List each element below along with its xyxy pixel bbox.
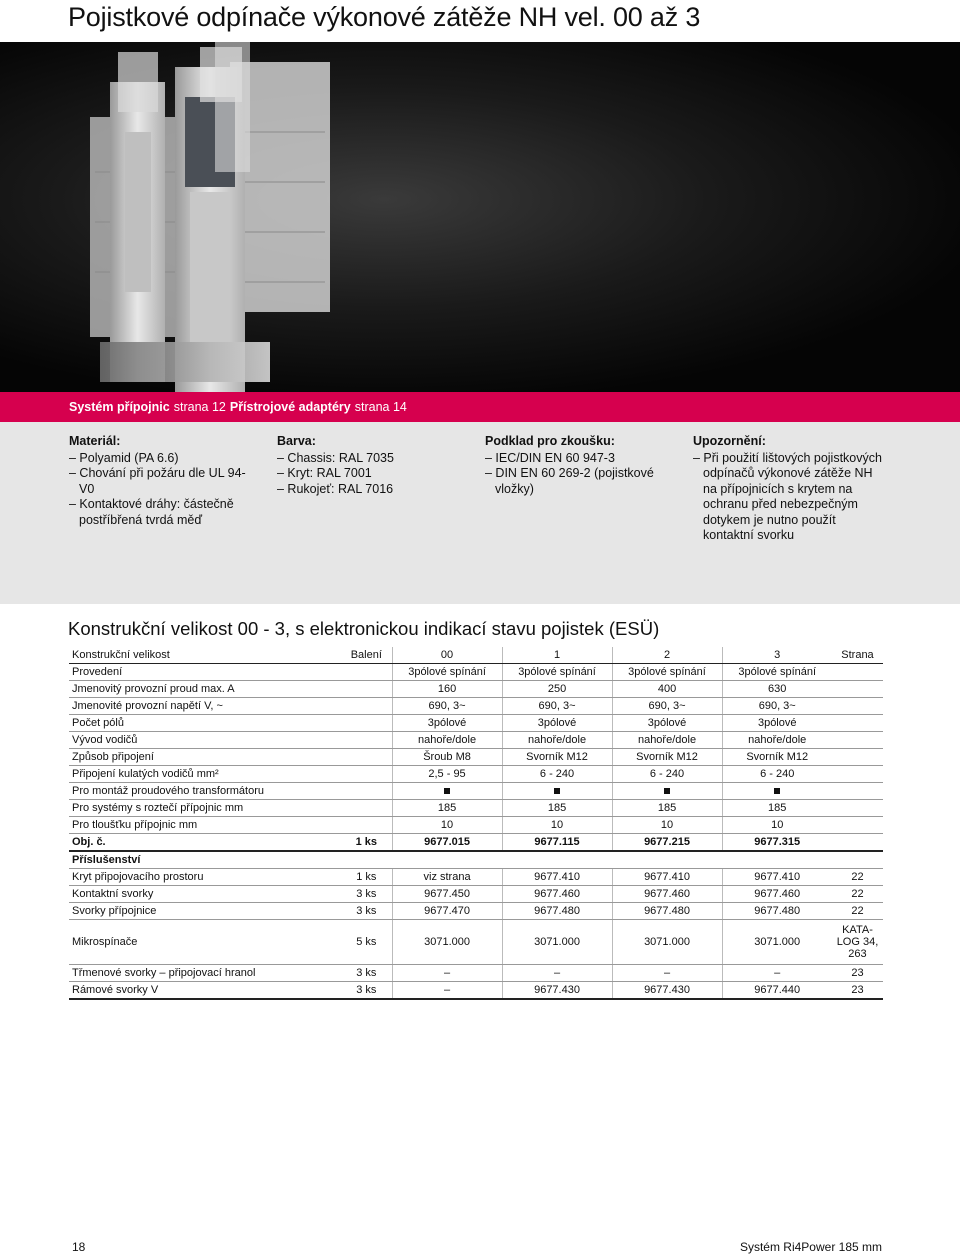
packaging-cell [341, 783, 392, 800]
accessory-row [69, 869, 883, 886]
page-ref-cell [832, 800, 883, 817]
value-cell [612, 783, 722, 800]
value-cell: 3071.000 [722, 920, 832, 965]
test-basis-block [485, 434, 665, 497]
table-title: Konstrukční velikost 00 - 3, s elektronickou indikací stavu pojistek (ESÜ) [68, 618, 660, 639]
product-photo [0, 42, 960, 392]
value-cell: 9677.460 [502, 886, 612, 903]
packaging-cell [341, 698, 392, 715]
row-label: Připojení kulatých vodičů mm² [69, 766, 341, 783]
value-cell: – [612, 965, 722, 982]
value-cell: 9677.315 [722, 834, 832, 852]
value-cell: 3pólové [722, 715, 832, 732]
value-cell: – [392, 965, 502, 982]
square-bullet-icon [774, 788, 780, 794]
page-ref-cell: KATA-LOG 34, 263 [832, 920, 883, 965]
square-bullet-icon [664, 788, 670, 794]
value-cell: 6 - 240 [722, 766, 832, 783]
value-cell: 3pólové spínání [502, 664, 612, 681]
value-cell: 185 [612, 800, 722, 817]
row-label: Provedení [69, 664, 341, 681]
value-cell: 3pólové [612, 715, 722, 732]
color-item: – Kryt: RAL 7001 [277, 466, 372, 480]
value-cell: 6 - 240 [502, 766, 612, 783]
row-label: Jmenovitý provozní proud max. A [69, 681, 341, 698]
footer-label: Systém Ri4Power 185 mm [739, 1240, 882, 1254]
table-row [69, 783, 883, 800]
packaging-cell: 5 ks [341, 920, 392, 965]
material-block [69, 434, 249, 528]
value-cell: – [502, 965, 612, 982]
page-ref-cell [832, 766, 883, 783]
value-cell: 400 [612, 681, 722, 698]
value-cell: 185 [722, 800, 832, 817]
packaging-cell [341, 800, 392, 817]
value-cell: 3071.000 [502, 920, 612, 965]
value-cell: 9677.430 [612, 982, 722, 1000]
info-panel [0, 422, 960, 604]
notice-heading: Upozornění: [693, 434, 766, 448]
accessory-row [69, 982, 883, 1000]
packaging-cell [341, 817, 392, 834]
value-cell: 690, 3~ [612, 698, 722, 715]
value-cell: 630 [722, 681, 832, 698]
color-item: – Rukojeť: RAL 7016 [277, 481, 394, 496]
color-heading: Barva: [277, 434, 316, 448]
color-item: – Chassis: RAL 7035 [277, 450, 394, 465]
packaging-cell: 3 ks [341, 886, 392, 903]
row-label: Kryt připojovacího prostoru [69, 869, 341, 886]
accessories-row [69, 851, 883, 869]
page-ref-cell [832, 681, 883, 698]
table-row [69, 698, 883, 715]
accessory-row [69, 886, 883, 903]
ref-device-adapters-page: strana 14 [354, 400, 407, 414]
table-row [69, 749, 883, 766]
row-label: Pro systémy s roztečí přípojnic mm [69, 800, 341, 817]
reference-bar [0, 392, 960, 422]
value-cell [502, 783, 612, 800]
page-ref-cell: 23 [832, 965, 883, 982]
table-row [69, 800, 883, 817]
value-cell: 185 [502, 800, 612, 817]
value-cell: 1 [502, 647, 612, 664]
value-cell: – [722, 965, 832, 982]
packaging-cell [341, 664, 392, 681]
page-number: 18 [72, 1240, 86, 1254]
value-cell: 9677.480 [612, 903, 722, 920]
value-cell: 185 [392, 800, 502, 817]
table-row [69, 766, 883, 783]
row-label: Pro tloušťku přípojnic mm [69, 817, 341, 834]
row-label: Mikrospínače [69, 920, 341, 965]
page-ref-cell: Strana [832, 647, 883, 664]
material-item: – Polyamid (PA 6.6) [69, 450, 179, 465]
page-ref-cell: 22 [832, 886, 883, 903]
value-cell: 9677.450 [392, 886, 502, 903]
row-label: Obj. č. [69, 834, 341, 852]
row-label: Rámové svorky V [69, 982, 341, 1000]
row-label: Třmenové svorky – připojovací hranol [69, 965, 341, 982]
page-ref-cell [832, 664, 883, 681]
value-cell: nahoře/dole [502, 732, 612, 749]
value-cell: 9677.470 [392, 903, 502, 920]
page-ref-cell [832, 749, 883, 766]
table-row [69, 715, 883, 732]
value-cell: 2,5 - 95 [392, 766, 502, 783]
accessories-label: Příslušenství [69, 851, 883, 869]
page-ref-cell: 22 [832, 869, 883, 886]
accessory-row [69, 965, 883, 982]
value-cell: 3pólové spínání [612, 664, 722, 681]
page-title: Pojistkové odpínače výkonové zátěže NH vel. 00 až 3 [68, 2, 701, 32]
value-cell: 3 [722, 647, 832, 664]
table-row [69, 817, 883, 834]
test-basis-heading: Podklad pro zkoušku: [485, 434, 615, 448]
value-cell: Svorník M12 [612, 749, 722, 766]
value-cell: 3pólové spínání [722, 664, 832, 681]
row-label: Vývod vodičů [69, 732, 341, 749]
value-cell: 690, 3~ [502, 698, 612, 715]
value-cell: 9677.460 [612, 886, 722, 903]
notice-block [693, 434, 889, 544]
page-ref-cell [832, 783, 883, 800]
value-cell [722, 783, 832, 800]
table-row [69, 664, 883, 681]
ref-busbar-system-page: strana 12 [173, 400, 226, 414]
page-ref-cell [832, 817, 883, 834]
packaging-cell [341, 766, 392, 783]
accessory-row [69, 903, 883, 920]
value-cell: 9677.410 [612, 869, 722, 886]
value-cell: 3pólové [392, 715, 502, 732]
page-ref-cell [832, 698, 883, 715]
accessory-row [69, 920, 883, 965]
row-label: Jmenovité provozní napětí V, ~ [69, 698, 341, 715]
value-cell: 9677.460 [722, 886, 832, 903]
page-ref-cell [832, 715, 883, 732]
square-bullet-icon [554, 788, 560, 794]
packaging-cell: 3 ks [341, 903, 392, 920]
value-cell: 10 [502, 817, 612, 834]
value-cell: 3pólové [502, 715, 612, 732]
table-header-row [69, 647, 883, 664]
packaging-cell: 1 ks [341, 869, 392, 886]
value-cell: nahoře/dole [392, 732, 502, 749]
value-cell: – [392, 982, 502, 1000]
value-cell: Šroub M8 [392, 749, 502, 766]
row-label: Konstrukční velikost [69, 647, 341, 664]
value-cell: 3071.000 [612, 920, 722, 965]
row-label: Kontaktní svorky [69, 886, 341, 903]
value-cell: nahoře/dole [612, 732, 722, 749]
table-row [69, 681, 883, 698]
value-cell: 2 [612, 647, 722, 664]
spec-table [69, 647, 883, 1000]
value-cell: 9677.410 [502, 869, 612, 886]
value-cell: Svorník M12 [722, 749, 832, 766]
value-cell: Svorník M12 [502, 749, 612, 766]
value-cell: 9677.015 [392, 834, 502, 852]
row-label: Pro montáž proudového transformátoru [69, 783, 341, 800]
packaging-cell [341, 732, 392, 749]
value-cell: 10 [612, 817, 722, 834]
test-basis-item: – IEC/DIN EN 60 947-3 [485, 450, 615, 465]
packaging-cell [341, 715, 392, 732]
value-cell: 10 [392, 817, 502, 834]
value-cell: 3pólové spínání [392, 664, 502, 681]
ref-busbar-system-label: Systém přípojnic [69, 400, 170, 414]
page-ref-cell [832, 834, 883, 852]
page-ref-cell [832, 732, 883, 749]
square-bullet-icon [444, 788, 450, 794]
value-cell: 10 [722, 817, 832, 834]
packaging-cell: 3 ks [341, 982, 392, 1000]
material-item: – Kontaktové dráhy: částečně postříbřená tvrdá měď [69, 497, 234, 527]
page-ref-cell: 22 [832, 903, 883, 920]
value-cell: 00 [392, 647, 502, 664]
row-label: Způsob připojení [69, 749, 341, 766]
value-cell: 9677.440 [722, 982, 832, 1000]
notice-item: – Při použití lištových pojistkových odpínačů výkonové zátěže NH na přípojnicích s krytem na ochranu před nebezpečným dotykem je nutno použít kontaktní svorku [693, 450, 882, 542]
test-basis-item: – DIN EN 60 269-2 (pojistkové vložky) [485, 466, 654, 496]
value-cell: 9677.480 [502, 903, 612, 920]
material-heading: Materiál: [69, 434, 121, 448]
material-item: – Chování při požáru dle UL 94-V0 [69, 466, 246, 496]
value-cell [392, 783, 502, 800]
value-cell: 6 - 240 [612, 766, 722, 783]
value-cell: nahoře/dole [722, 732, 832, 749]
row-label: Počet pólů [69, 715, 341, 732]
order-number-row [69, 834, 883, 852]
value-cell: 160 [392, 681, 502, 698]
page-ref-cell: 23 [832, 982, 883, 1000]
value-cell: 9677.215 [612, 834, 722, 852]
row-label: Svorky přípojnice [69, 903, 341, 920]
packaging-cell: 3 ks [341, 965, 392, 982]
value-cell: 3071.000 [392, 920, 502, 965]
fuse-switch-illustration [0, 42, 960, 392]
value-cell: 690, 3~ [392, 698, 502, 715]
color-block [277, 434, 457, 497]
value-cell: viz strana [392, 869, 502, 886]
packaging-cell: 1 ks [341, 834, 392, 852]
value-cell: 9677.480 [722, 903, 832, 920]
value-cell: 9677.115 [502, 834, 612, 852]
packaging-cell [341, 749, 392, 766]
packaging-cell [341, 681, 392, 698]
value-cell: 250 [502, 681, 612, 698]
value-cell: 9677.410 [722, 869, 832, 886]
packaging-cell: Balení [341, 647, 392, 664]
value-cell: 690, 3~ [722, 698, 832, 715]
table-row [69, 732, 883, 749]
ref-device-adapters-label: Přístrojové adaptéry [229, 400, 351, 414]
value-cell: 9677.430 [502, 982, 612, 1000]
